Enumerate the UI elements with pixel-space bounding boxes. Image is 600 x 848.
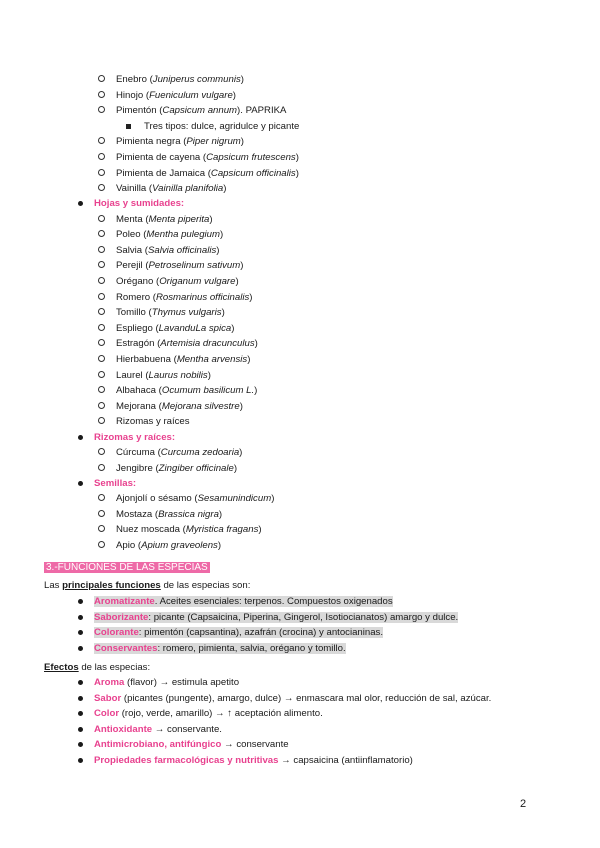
- effect-desc: (picantes (pungente), amargo, dulce) → enmascara mal olor, reducción de sal, azúcar.: [121, 692, 492, 704]
- dot-bullet: [78, 627, 83, 639]
- circle-icon: [98, 339, 105, 346]
- circle-icon: [98, 494, 105, 501]
- intro-underlined: principales funciones: [62, 580, 161, 591]
- dot-bullet: [78, 708, 83, 720]
- circle-icon: [98, 355, 105, 362]
- scientific-name: Myristica fragans: [185, 524, 259, 536]
- square-icon: [126, 124, 131, 129]
- circle-icon: [98, 261, 105, 268]
- text-line: [116, 463, 237, 475]
- circle-icon: [98, 230, 105, 237]
- circle-bullet: [98, 323, 105, 335]
- plant-name: Orégano (: [116, 275, 160, 287]
- circle-bullet: [98, 276, 105, 288]
- scientific-name: Vainilla planifolia: [152, 183, 224, 195]
- text-line: [116, 292, 253, 304]
- intro-underlined: Efectos: [44, 662, 79, 673]
- dot-bullet: [78, 724, 83, 736]
- plant-suffix: ): [218, 508, 223, 520]
- scientific-name: Origanum vulgare: [159, 275, 236, 287]
- plant-name: Salvia (: [116, 244, 148, 256]
- circle-icon: [98, 324, 105, 331]
- plant-suffix: ): [239, 447, 243, 458]
- circle-bullet: [98, 74, 105, 86]
- circle-bullet: [98, 136, 105, 148]
- text-line: [116, 152, 299, 164]
- effect-key: Sabor: [94, 692, 122, 704]
- plant-name: Cúrcuma (: [116, 447, 161, 458]
- dot-icon: [78, 646, 83, 651]
- text-line: [94, 612, 458, 624]
- circle-bullet: [98, 292, 105, 304]
- plant-suffix: ): [217, 539, 222, 551]
- plant-suffix: ): [295, 167, 299, 179]
- text-line: [116, 493, 274, 505]
- effect-desc: → capsaicina (antiinflamatorio): [278, 755, 413, 766]
- plant-name: Hierbabuena (: [116, 353, 177, 365]
- scientific-name: Piper nigrum: [186, 136, 241, 148]
- plant-suffix: ): [254, 338, 258, 350]
- effect-desc: (flavor) → estimula apetito: [124, 677, 240, 688]
- scientific-name: Juniperus communis: [152, 74, 241, 85]
- scientific-name: Rosmarinus officinalis: [155, 291, 250, 303]
- plant-suffix: ): [232, 89, 236, 101]
- intro-text: de las especias:: [78, 662, 151, 673]
- text-line: [44, 580, 250, 592]
- circle-bullet: [98, 338, 105, 350]
- circle-icon: [98, 510, 105, 517]
- text-line: [116, 168, 299, 180]
- effect-key: Propiedades farmacológicas y nutritivas: [94, 755, 279, 766]
- circle-bullet: [98, 509, 105, 521]
- scientific-name: Petroselinum sativum: [148, 260, 241, 272]
- circle-bullet: [98, 183, 105, 195]
- plant-suffix: ): [233, 462, 238, 474]
- circle-icon: [98, 308, 105, 315]
- effect-desc: → conservante.: [152, 723, 222, 735]
- text-line: [94, 693, 491, 705]
- circle-icon: [98, 417, 105, 424]
- function-desc: . Aceites esenciales: terpenos. Compuestos oxigenados: [154, 596, 393, 607]
- scientific-name: Mejorana silvestre: [161, 400, 240, 412]
- circle-icon: [98, 106, 105, 113]
- text-line: [94, 755, 413, 767]
- page-number: 2: [520, 798, 527, 810]
- plant-name: Albahaca (: [116, 385, 162, 397]
- highlighted-item: [94, 596, 393, 607]
- text-line: [116, 524, 262, 536]
- intro-text: de las especias son:: [160, 580, 251, 591]
- circle-bullet: [98, 229, 105, 241]
- circle-bullet: [98, 416, 105, 428]
- scientific-name: Menta piperita: [148, 213, 210, 225]
- plant-suffix: ): [249, 291, 253, 303]
- effect-desc: (rojo, verde, amarillo) → ↑ aceptación alimento.: [119, 708, 323, 720]
- dot-bullet: [78, 677, 83, 689]
- plant-name: Enebro (: [116, 74, 153, 85]
- plant-name: Romero (: [116, 291, 156, 303]
- dot-icon: [78, 727, 83, 732]
- circle-icon: [98, 153, 105, 160]
- scientific-name: Salvia officinalis: [148, 244, 217, 256]
- dot-icon: [78, 758, 83, 763]
- circle-bullet: [98, 447, 105, 459]
- text-line: [116, 214, 213, 226]
- circle-bullet: [98, 524, 105, 536]
- plant-name: Rizomas y raíces: [116, 416, 190, 428]
- text-line: [94, 627, 383, 639]
- text-line: [116, 509, 222, 521]
- plant-name: Menta (: [116, 213, 149, 225]
- circle-bullet: [98, 105, 105, 117]
- function-key: Aromatizante: [94, 596, 155, 607]
- circle-bullet: [98, 245, 105, 257]
- plant-suffix: ): [221, 307, 225, 319]
- scientific-name: Capsicum annum: [162, 105, 238, 117]
- dot-icon: [78, 742, 83, 747]
- plant-suffix: ): [247, 353, 251, 365]
- scientific-name: Ocumum basilicum L.: [161, 385, 255, 397]
- text-line: [116, 307, 225, 319]
- scientific-name: Curcuma zedoaria: [160, 447, 240, 458]
- plant-name: Laurel (: [116, 369, 149, 381]
- text-line: [144, 121, 299, 133]
- category-title: Semillas:: [94, 478, 137, 489]
- circle-icon: [98, 137, 105, 144]
- plant-suffix: ): [220, 229, 224, 241]
- plant-suffix: ): [240, 136, 244, 148]
- effect-key: Antioxidante: [94, 723, 153, 735]
- text-line: [94, 596, 393, 608]
- plant-name: Mejorana (: [116, 400, 162, 412]
- text-line: [116, 90, 236, 102]
- function-desc: : romero, pimienta, salvia, orégano y tomillo.: [157, 642, 346, 654]
- plant-name: Ajonjolí o sésamo (: [116, 493, 198, 504]
- dot-bullet: [78, 432, 83, 444]
- circle-icon: [98, 75, 105, 82]
- scientific-name: Apium graveolens: [141, 539, 218, 551]
- plant-name: Perejil (: [116, 260, 149, 272]
- plant-suffix: ): [216, 244, 220, 256]
- circle-bullet: [98, 493, 105, 505]
- circle-bullet: [98, 168, 105, 180]
- dot-bullet: [78, 478, 83, 490]
- plant-name: Hinojo (: [116, 89, 150, 101]
- plant-suffix: ): [223, 183, 227, 195]
- plant-name: Pimentón (: [116, 105, 163, 117]
- plant-name: Mostaza (: [116, 508, 159, 520]
- scientific-name: Artemisia dracunculus: [160, 338, 255, 350]
- scientific-name: Capsicum frutescens: [206, 152, 296, 163]
- text-line: [116, 183, 226, 195]
- plant-name: Tomillo (: [116, 307, 152, 319]
- plant-name: Jengibre (: [116, 462, 159, 474]
- text-line: [44, 662, 150, 674]
- dot-icon: [78, 696, 83, 701]
- function-desc: : picante (Capsaicina, Piperina, Gingerol, Isotiocianatos) amargo y dulce.: [148, 611, 459, 623]
- plant-suffix: ): [271, 493, 275, 504]
- scientific-name: Sesamunindicum: [197, 493, 272, 504]
- plant-suffix: ): [240, 74, 244, 85]
- text-line: [94, 677, 239, 689]
- dot-bullet: [78, 198, 83, 210]
- scientific-name: Zingiber officinale: [158, 462, 234, 474]
- scientific-name: Thymus vulgaris: [151, 307, 222, 319]
- text-line: [116, 416, 190, 428]
- dot-icon: [78, 201, 83, 206]
- scientific-name: Fueniculum vulgare: [149, 89, 233, 101]
- text-line: [116, 74, 244, 86]
- dot-icon: [78, 481, 83, 486]
- effect-key: Aroma: [94, 677, 125, 688]
- function-key: Colorante: [94, 627, 139, 639]
- text-line: [94, 478, 136, 490]
- intro-text: Las: [44, 580, 63, 591]
- text-line: [116, 260, 243, 272]
- text-line: [94, 739, 289, 751]
- dot-icon: [78, 615, 83, 620]
- circle-bullet: [98, 540, 105, 552]
- highlighted-item: [94, 627, 383, 638]
- circle-icon: [98, 386, 105, 393]
- scientific-name: LavanduLa spica: [158, 322, 232, 334]
- function-key: Saborizante: [94, 611, 149, 623]
- highlighted-item: [94, 612, 458, 623]
- circle-bullet: [98, 370, 105, 382]
- plant-suffix: ). PAPRIKA: [237, 105, 287, 117]
- dot-bullet: [78, 739, 83, 751]
- dot-icon: [78, 599, 83, 604]
- scientific-name: Capsicum officinalis: [210, 167, 296, 179]
- section-header: 3.-FUNCIONES DE LAS ESPECIAS: [46, 562, 208, 573]
- plant-name: Apio (: [116, 539, 142, 551]
- effect-desc: → conservante: [221, 739, 289, 751]
- dot-bullet: [78, 755, 83, 767]
- dot-bullet: [78, 693, 83, 705]
- circle-bullet: [98, 307, 105, 319]
- circle-icon: [98, 169, 105, 176]
- circle-icon: [98, 91, 105, 98]
- text-line: [116, 540, 221, 552]
- circle-icon: [98, 402, 105, 409]
- circle-icon: [98, 464, 105, 471]
- circle-bullet: [98, 385, 105, 397]
- dot-icon: [78, 630, 83, 635]
- circle-icon: [98, 293, 105, 300]
- text-line: [116, 323, 234, 335]
- circle-bullet: [98, 354, 105, 366]
- function-key: Conservantes: [94, 642, 158, 654]
- plant-suffix: ): [207, 369, 211, 381]
- text-line: [94, 643, 346, 655]
- effect-key: Color: [94, 708, 120, 720]
- highlighted-item: [94, 643, 346, 654]
- text-line: [116, 385, 257, 397]
- circle-bullet: [98, 463, 105, 475]
- dot-bullet: [78, 596, 83, 608]
- text-line: [116, 447, 242, 459]
- plant-name: Estragón (: [116, 338, 161, 350]
- plant-name: Espliego (: [116, 322, 159, 334]
- plant-suffix: ): [239, 400, 243, 412]
- text-line: [116, 105, 286, 117]
- text-line: [116, 245, 219, 257]
- plant-suffix: ): [240, 260, 244, 272]
- circle-icon: [98, 246, 105, 253]
- text-line: [116, 370, 211, 382]
- category-title: Hojas y sumidades:: [94, 198, 185, 209]
- text-line: [116, 338, 258, 350]
- category-title: Rizomas y raíces:: [94, 432, 176, 443]
- scientific-name: Brassica nigra: [158, 508, 219, 520]
- square-bullet: [126, 121, 131, 133]
- circle-bullet: [98, 401, 105, 413]
- scientific-name: Mentha pulegium: [146, 229, 221, 241]
- circle-icon: [98, 371, 105, 378]
- circle-bullet: [98, 152, 105, 164]
- effect-key: Antimicrobiano, antifúngico: [94, 739, 222, 751]
- scientific-name: Laurus nobilis: [148, 369, 208, 381]
- sub-item: Tres tipos: dulce, agridulce y picante: [144, 120, 300, 132]
- plant-name: Pimienta negra (: [116, 136, 187, 148]
- circle-icon: [98, 541, 105, 548]
- dot-icon: [78, 435, 83, 440]
- dot-bullet: [78, 643, 83, 655]
- circle-icon: [98, 184, 105, 191]
- circle-bullet: [98, 90, 105, 102]
- plant-name: Vainilla (: [116, 183, 153, 195]
- plant-suffix: ): [258, 524, 262, 536]
- text-line: [116, 276, 239, 288]
- plant-name: Pimienta de Jamaica (: [116, 167, 211, 179]
- plant-name: Nuez moscada (: [116, 524, 186, 536]
- dot-icon: [78, 711, 83, 716]
- circle-icon: [98, 215, 105, 222]
- scientific-name: Mentha arvensis: [176, 353, 248, 365]
- text-line: [44, 562, 210, 574]
- plant-suffix: ): [235, 275, 239, 287]
- text-line: [116, 401, 243, 413]
- circle-icon: [98, 525, 105, 532]
- dot-bullet: [78, 612, 83, 624]
- text-line: [116, 136, 244, 148]
- plant-suffix: ): [254, 385, 258, 397]
- function-desc: : pimentón (capsantina), azafrán (crocina) y antocianinas.: [138, 627, 384, 639]
- plant-name: Poleo (: [116, 229, 147, 241]
- text-line: [94, 198, 184, 210]
- text-line: [116, 354, 250, 366]
- text-line: [116, 229, 223, 241]
- circle-icon: [98, 448, 105, 455]
- circle-bullet: [98, 260, 105, 272]
- circle-bullet: [98, 214, 105, 226]
- plant-suffix: ): [295, 152, 299, 163]
- text-line: [94, 708, 323, 720]
- dot-icon: [78, 680, 83, 685]
- text-line: [94, 724, 222, 736]
- circle-icon: [98, 277, 105, 284]
- plant-suffix: ): [209, 213, 213, 225]
- plant-suffix: ): [231, 322, 235, 334]
- text-line: [94, 432, 175, 444]
- plant-name: Pimienta de cayena (: [116, 152, 207, 163]
